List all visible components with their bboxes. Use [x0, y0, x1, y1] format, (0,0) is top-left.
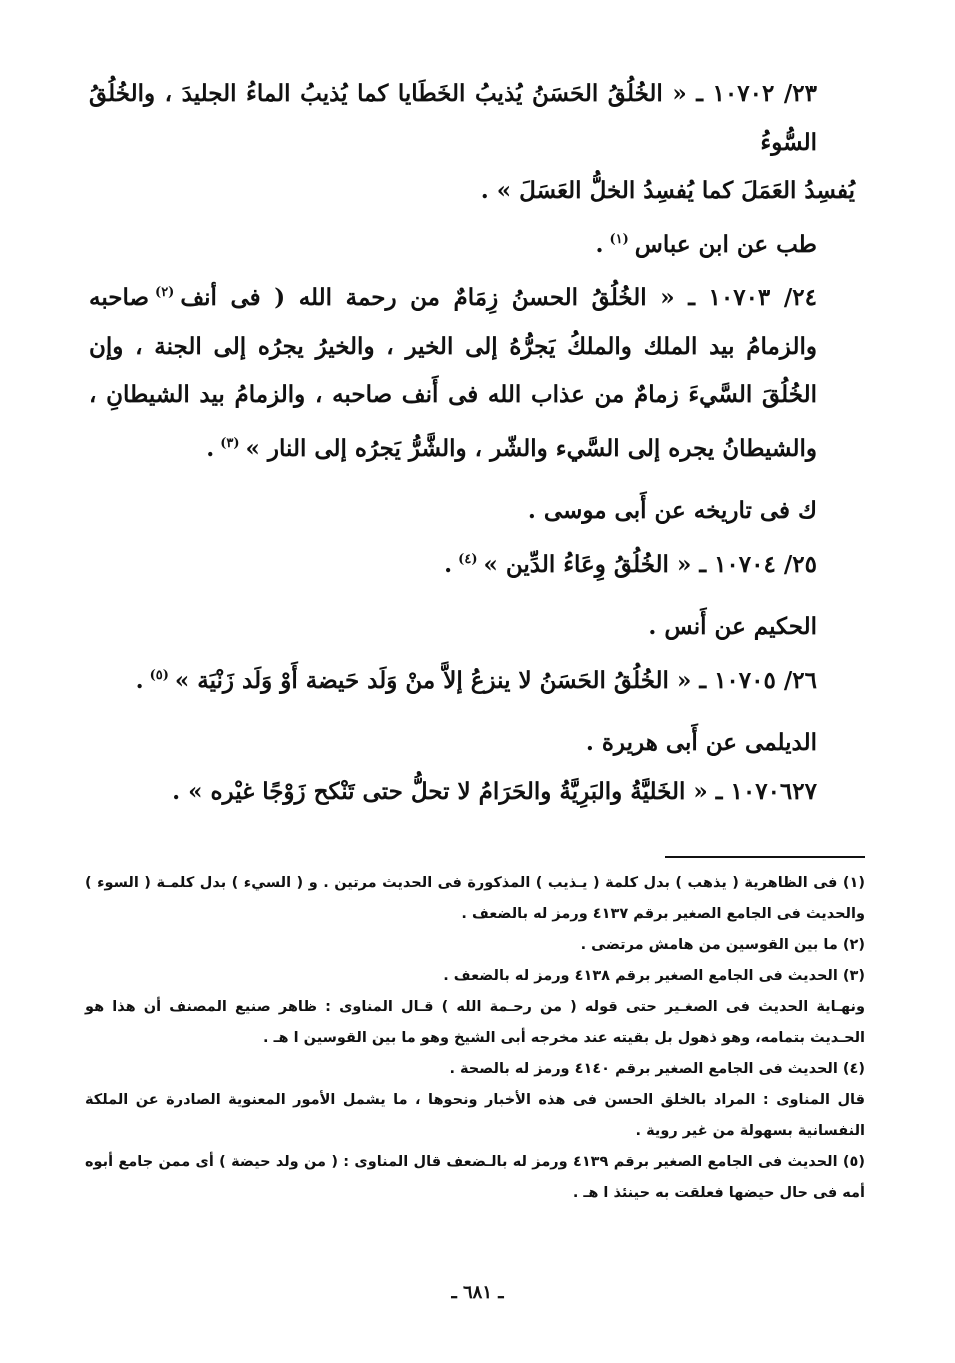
footnote-1: (١) فى الظاهرية ( يذهب ) بدل كلمة ( يـذيب ) المذكورة فى الحديث مرتين . و ( السيء ) بدل كلمـة ( السوء ) والحديث فى الجامع الصغير برقم ٤١٣٧ ورمز له بالضعف .	[85, 875, 865, 922]
footnote-separator	[665, 856, 865, 858]
hadith-25-text: ٢٥/ ١٠٧٠٤ ـ « الخُلُقُ وِعَاءُ الدِّين »	[483, 550, 817, 578]
hadith-26-end: .	[135, 666, 144, 694]
hadith-25-end: .	[444, 550, 453, 578]
footnote-ref-2[interactable]: (٢)	[155, 285, 175, 300]
footnote-3: (٣) الحديث فى الجامع الصغير برقم ٤١٣٨ ورمز له بالضعف .	[443, 968, 865, 984]
main-text	[89, 70, 855, 816]
hadith-23-source-end: .	[595, 230, 604, 258]
hadith-26	[89, 652, 855, 706]
footnote-4: (٤) الحديث فى الجامع الصغير برقم ٤١٤٠ ورمز له بالصحة .	[449, 1061, 865, 1077]
spacer	[89, 473, 855, 487]
footnotes	[85, 868, 865, 1209]
hadith-24-end: .	[206, 434, 215, 462]
footnote-ref-1[interactable]: (١)	[609, 231, 629, 247]
hadith-24	[89, 269, 855, 473]
spacer	[89, 705, 855, 719]
hadith-25-source: الحكيم عن أَنس .	[648, 613, 817, 640]
hadith-23-line1: ٢٣/ ١٠٧٠٢ ـ « الخُلُقُ الحَسَنُ يُذيبُ الخَطَايا كما يُذيبُ الماءُ الجليدَ ، والخُلُقُ السُّوءُ	[89, 80, 817, 156]
footnote-ref-4[interactable]: (٤)	[458, 551, 478, 567]
hadith-23-line2: يُفسِدُ العَمَلَ كما يُفسِدُ الخلُّ العَسَلَ » .	[480, 177, 855, 204]
footnote-ref-3[interactable]: (٣)	[220, 435, 240, 451]
hadith-27: ١٠٧٠٦٢٧ ـ « الخَليَّةُ والبَرِيَّةُ والحَرَامُ لا تحلُّ حتى تَنْكح زَوْجًا غيْره » .	[172, 777, 817, 805]
hadith-25	[89, 536, 855, 590]
hadith-23-source-text: طب عن ابن عباس	[634, 230, 817, 258]
hadith-26-text: ٢٦/ ١٠٧٠٥ ـ « الخُلُقُ الحَسَنُ لا ينزعُ إلاَّ منْ وَلَد حَيضة أَوْ وَلَد زَنْيَة »	[174, 666, 817, 694]
hadith-24-source: ك فى تاريخه عن أَبى موسى .	[527, 497, 817, 524]
page-number: ـ ٦٨١ ـ	[451, 1282, 504, 1303]
footnote-2: (٢) ما بين القوسين من هامش مرتضى .	[580, 937, 865, 953]
hadith-23-source	[89, 216, 855, 270]
spacer	[89, 589, 855, 603]
footnote-ref-5[interactable]: (٥)	[149, 667, 169, 683]
hadith-26-source: الديلمى عن أَبى هريرة .	[585, 729, 817, 756]
footnote-3-continued: ونهـاية الحديث فى الصغـير حتى قوله ( من رحـمة الله ) قـال المناوى : ظاهر صنيع المصنف أن هذا هو الحـديث بتمامه، وهو ذهول بل بقيته عند مخرجه أبى الشيخ وهو ما بين القوسين ا هـ .	[85, 999, 865, 1046]
footnote-5: (٥) الحديث فى الجامع الصغير برقم ٤١٣٩ ورمز له بالـضعف قال المناوى : ( من ولد حيضة ) أى ممن جامع أبوه أمه فى حال حيضها فعلقت به حينئذ ا هـ .	[85, 1154, 865, 1201]
hadith-24-part-a: ٢٤/ ١٠٧٠٣ ـ « الخُلُقُ الحسنُ زِمَامٌ من رحمة الله ( فى أنف	[180, 284, 817, 311]
footnote-4-continued: قال المناوى : المراد بالخلق الحسن فى هذه الأخبار ونحوها ، ما يشمل الأمور المعنوية الصادرة عن الملكة النفسانية بسهولة من غير روية .	[85, 1092, 865, 1139]
hadith-24-part-b: صاحبه والزمامُ بيد الملك والملكُ يَجرُّهُ إلى الخير ، والخيرُ يجرُه إلى الجنة ، وإن الخُلُقَ السَّيءَ زمامٌ من عذاب الله فى أَنف صاحبه ، والزمامُ بيد الشيطانِ ، والشيطانُ يجره إلى السَّيء والشّر ، والشَّرُّ يَجرُه إلى النار »	[89, 284, 817, 462]
